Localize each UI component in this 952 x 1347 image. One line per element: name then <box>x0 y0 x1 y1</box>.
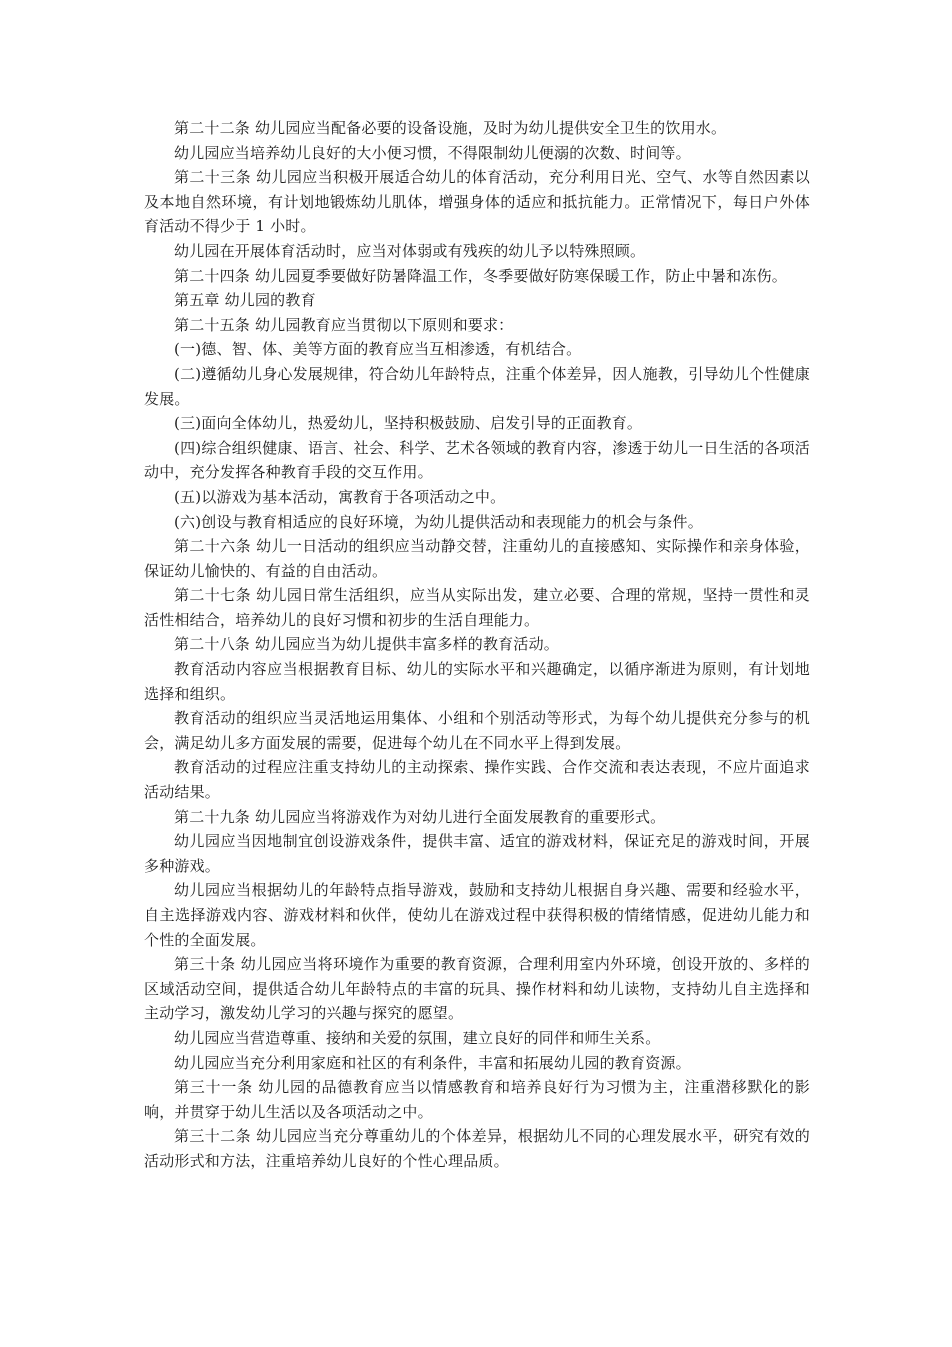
principle-item-6: (六)创设与教育相适应的良好环境，为幼儿提供活动和表现能力的机会与条件。 <box>174 512 703 531</box>
paragraph-article-22: 第二十二条 幼儿园应当配备必要的设备设施，及时为幼儿提供安全卫生的饮用水。 <box>174 119 727 137</box>
paragraph-community-resources: 幼儿园应当充分利用家庭和社区的有利条件，丰富和拓展幼儿园的教育资源。 <box>174 1053 691 1072</box>
principle-item-5: (五)以游戏为基本活动，寓教育于各项活动之中。 <box>174 487 506 506</box>
paragraph-article-24: 第二十四条 幼儿园夏季要做好防暑降温工作，冬季要做好防寒保暖工作，防止中暑和冻伤。 <box>174 266 787 285</box>
paragraph-toilet-habits: 幼儿园应当培养幼儿良好的大小便习惯，不得限制幼儿便溺的次数、时间等。 <box>174 143 691 162</box>
principle-item-4: (四)综合组织健康、语言、社会、科学、艺术各领域的教育内容，渗透于幼儿一日生活的各项活动中，充分发挥各种教育手段的交互作用。 <box>144 438 810 482</box>
paragraph-article-23: 第二十三条 幼儿园应当积极开展适合幼儿的体育活动，充分利用日光、空气、水等自然因素以及本地自然环境，有计划地锻炼幼儿肌体，增强身体的适应和抵抗能力。正常情况下，每日户外体育活动不得少于 1 小时。 <box>144 168 810 236</box>
paragraph-atmosphere: 幼儿园应当营造尊重、接纳和关爱的氛围，建立良好的同伴和师生关系。 <box>174 1028 661 1047</box>
paragraph-article-31: 第三十一条 幼儿园的品德教育应当以情感教育和培养良好行为习惯为主，注重潜移默化的影响，并贯穿于幼儿生活以及各项活动之中。 <box>144 1078 810 1121</box>
paragraph-activity-process: 教育活动的过程应注重支持幼儿的主动探索、操作实践、合作交流和表达表现，不应片面追求活动结果。 <box>144 758 810 802</box>
paragraph-special-care: 幼儿园在开展体育活动时，应当对体弱或有残疾的幼儿予以特殊照顾。 <box>174 241 646 260</box>
paragraph-article-29: 第二十九条 幼儿园应当将游戏作为对幼儿进行全面发展教育的重要形式。 <box>174 807 666 826</box>
paragraph-activity-organization: 教育活动的组织应当灵活地运用集体、小组和个别活动等形式，为每个幼儿提供充分参与的机会，满足幼儿多方面发展的需要，促进每个幼儿在不同水平上得到发展。 <box>144 709 810 752</box>
paragraph-activity-content: 教育活动内容应当根据教育目标、幼儿的实际水平和兴趣确定，以循序渐进为原则，有计划地选择和组织。 <box>144 660 810 703</box>
paragraph-game-conditions: 幼儿园应当因地制宜创设游戏条件，提供丰富、适宜的游戏材料，保证充足的游戏时间，开展多种游戏。 <box>144 832 810 875</box>
paragraph-article-25: 第二十五条 幼儿园教育应当贯彻以下原则和要求： <box>174 315 514 334</box>
paragraph-article-26: 第二十六条 幼儿一日活动的组织应当动静交替，注重幼儿的直接感知、实际操作和亲身体验，保证幼儿愉快的、有益的自由活动。 <box>144 537 810 580</box>
paragraph-article-27: 第二十七条 幼儿园日常生活组织，应当从实际出发，建立必要、合理的常规，坚持一贯性和灵活性相结合，培养幼儿的良好习惯和初步的生活自理能力。 <box>144 586 810 629</box>
principle-item-1: (一)德、智、体、美等方面的教育应当互相渗透，有机结合。 <box>174 340 582 359</box>
principle-item-3: (三)面向全体幼儿，热爱幼儿，坚持积极鼓励、启发引导的正面教育。 <box>174 414 643 433</box>
paragraph-article-28: 第二十八条 幼儿园应当为幼儿提供丰富多样的教育活动。 <box>174 635 559 654</box>
principle-item-2: (二)遵循幼儿身心发展规律，符合幼儿年龄特点，注重个体差异，因人施教，引导幼儿个性健康发展。 <box>144 364 810 408</box>
paragraph-article-30: 第三十条 幼儿园应当将环境作为重要的教育资源，合理利用室内外环境，创设开放的、多样的区域活动空间，提供适合幼儿年龄特点的丰富的玩具、操作材料和幼儿读物，支持幼儿自主选择和主动学习，激发幼儿学习的兴趣与探究的愿望。 <box>144 955 810 1023</box>
paragraph-article-32: 第三十二条 幼儿园应当充分尊重幼儿的个体差异，根据幼儿不同的心理发展水平，研究有效的活动形式和方法，注重培养幼儿良好的个性心理品质。 <box>144 1127 810 1170</box>
paragraph-game-guidance: 幼儿园应当根据幼儿的年龄特点指导游戏，鼓励和支持幼儿根据自身兴趣、需要和经验水平，自主选择游戏内容、游戏材料和伙伴，使幼儿在游戏过程中获得积极的情绪情感，促进幼儿能力和个性的全面发展。 <box>144 881 810 949</box>
chapter-heading: 第五章 幼儿园的教育 <box>174 291 316 310</box>
document-page <box>144 116 810 1174</box>
